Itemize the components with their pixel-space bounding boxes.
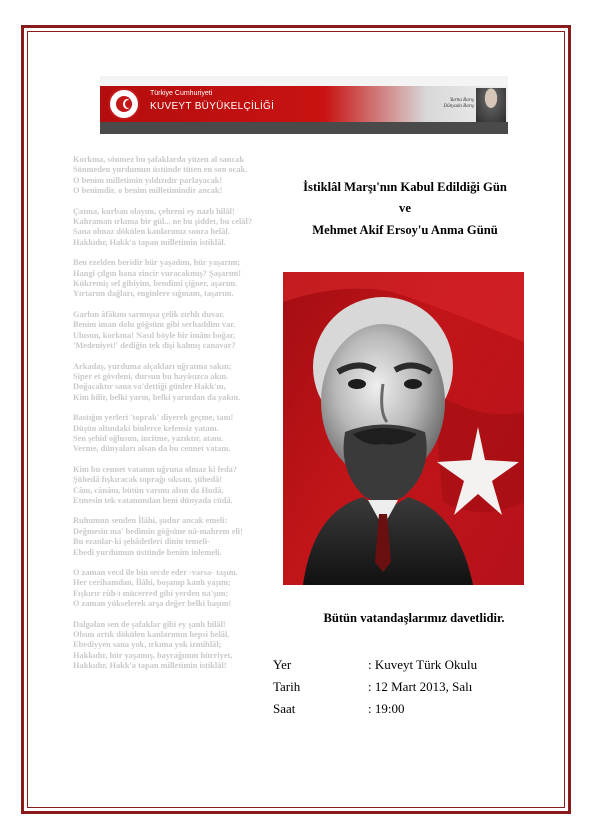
banner-motto	[428, 98, 474, 110]
event-title-line2: ve	[399, 201, 411, 215]
anthem-line: Bu ezanlar-ki şehâdetleri dinin temeli-	[73, 537, 210, 547]
anthem-line: Korkma, sönmez bu şafaklarda yüzen al sancak	[73, 155, 245, 164]
banner-motto-line1: Yurtta Barış	[449, 98, 474, 103]
anthem-line: Her cerîhamdan, İlâhi, boşanıp kanlı yaşım;	[73, 578, 231, 588]
anthem-stanza	[73, 516, 278, 558]
banner-motto-line2: Dünyada Barış	[443, 104, 474, 109]
anthem-line: O zaman yükselerek arşa değer belki başım!	[73, 599, 232, 609]
anthem-line: Kükremiş sel gibiyim, bendimi çiğner, aşarım.	[73, 279, 238, 289]
anthem-line: Kim bu cennet vatanın uğruna olmaz ki feda?	[73, 464, 238, 474]
anthem-line: Ebediyyen sana yok, ırkıma yok izmihlâl;	[73, 640, 222, 650]
crescent-cut	[125, 100, 132, 108]
anthem-line: Arkadaş, yurduma alçakları uğratma sakın;	[73, 361, 232, 371]
anthem-stanza	[73, 155, 278, 197]
anthem-line: Hakkıdır, Hakk'a tapan milletimin istiklâl.	[73, 237, 226, 247]
detail-value: : 19:00	[368, 701, 405, 716]
anthem-line: Verme, dünyaları alsan da bu cennet vatanı.	[73, 444, 231, 454]
anthem-line: Sönmeden yurdumun üstünde tüten en son ocak.	[73, 165, 248, 175]
anthem-stanza	[73, 568, 278, 610]
anthem-line: Hakkıdır, hür yaşamış, bayrağımın hürriyet,	[73, 650, 233, 660]
banner-portrait-image	[476, 88, 506, 122]
anthem-line: Değmesin ma' bedimin göğsüne nâ-mahrem eli!	[73, 526, 243, 536]
anthem-line: Ebedî yurdumun üstünde benim inlemeli.	[73, 547, 222, 557]
banner-embassy-name: KUVEYT BÜYÜKELÇİLİĞİ	[150, 101, 275, 112]
anthem-line: Etmesin tek vatanımdan beni dünyada cüdâ.	[73, 495, 233, 505]
embassy-banner	[100, 76, 508, 134]
anthem-line: Çatma, kurban olayım, çehreni ey nazlı hilâl!	[73, 206, 235, 216]
detail-value: : 12 Mart 2013, Salı	[368, 679, 473, 694]
anthem-line: Sen şehid oğlusun, incitme, yazıktır, atanı.	[73, 433, 224, 443]
anthem-line: Düşün altındaki binlerce kefensiz yatanı.	[73, 423, 219, 433]
anthem-line: 'Medeniyet!' dediğin tek dişi kalmış canavar?	[73, 341, 236, 351]
anthem-stanza	[73, 258, 278, 300]
banner-country: Türkiye Cumhuriyeti	[150, 90, 213, 97]
anthem-line: Dalgalan sen de şafaklar gibi ey şanlı hilâl!	[73, 619, 226, 629]
anthem-line: Yırtarım dağları, enginlere sığmam, taşarım.	[73, 289, 234, 299]
anthem-stanza	[73, 310, 278, 352]
anthem-line: Garbın âfâkını sarmışsa çelik zırhlı duvar.	[73, 309, 225, 319]
embassy-seal-icon	[108, 88, 140, 120]
detail-value: : Kuveyt Türk Okulu	[368, 657, 478, 672]
anthem-stanza	[73, 465, 278, 507]
anthem-stanza	[73, 207, 278, 249]
anthem-line: Fışkırır rûh-ı mücerred gibi yerden na'şım;	[73, 588, 229, 598]
anthem-text	[73, 155, 278, 682]
anthem-stanza	[73, 362, 278, 404]
anthem-line: Doğacaktır sana va'dettiği günler Hakk'ın,	[73, 382, 226, 392]
anthem-stanza	[73, 620, 278, 672]
anthem-line: O benimdir, o benim milletimindir ancak!	[73, 186, 223, 196]
anthem-line: Cânı, cânânı, bütün varımı alsın da Hudâ,	[73, 485, 224, 495]
anthem-line: O benim milletimin yıldızıdır parlayacak!	[73, 175, 223, 185]
anthem-line: Ben ezelden beridir hür yaşadım, hür yaşarım;	[73, 258, 241, 268]
event-title-line1: İstiklâl Marşı'nın Kabul Edildiği Gün	[303, 180, 507, 194]
portrait-illustration	[283, 272, 524, 585]
banner-top-strip	[100, 76, 508, 86]
anthem-line: Şühedâ fışkıracak toprağı sıksan, şühedâ!	[73, 475, 223, 485]
event-title-line3: Mehmet Akif Ersoy'u Anma Günü	[312, 223, 498, 237]
anthem-line: Bastığın yerleri 'toprak' diyerek geçme, tanı!	[73, 413, 234, 423]
anthem-line: O zaman vecd ile bin secde eder -varsa- taşım.	[73, 568, 238, 577]
anthem-line: Sana olmaz dökülen kanlarımız sonra helâl.	[73, 227, 230, 237]
mehmet-akif-ersoy-portrait	[283, 272, 524, 585]
anthem-line: Kahraman ırkıma bir gül... ne bu şiddet, bu celâl?	[73, 217, 253, 227]
event-title	[282, 177, 528, 240]
anthem-line: Ruhumun senden İlâhi, şudur ancak emeli:	[73, 516, 228, 526]
invitation-text: Bütün vatandaşlarımız davetlidir.	[323, 611, 505, 625]
anthem-line: Ulusun, korkma! Nasıl böyle bir imânı boğar,	[73, 330, 235, 340]
detail-label: Saat	[273, 701, 296, 716]
detail-label: Yer	[273, 657, 292, 672]
anthem-line: Hakkıdır, Hakk'a tapan milletimin istiklâl!	[73, 661, 227, 671]
anthem-line: Benim iman dolu göğsüm gibi serhaddim var.	[73, 320, 236, 330]
banner-bottom-strip	[100, 122, 508, 134]
anthem-line: Hangi çılgın bana zincir vuracakmış? Şaşarım!	[73, 268, 242, 278]
anthem-stanza	[73, 413, 278, 455]
anthem-line: Olsun artık dökülen kanlarımın hepsi helâl.	[73, 630, 230, 640]
anthem-line: Kim bilir, belki yarın, belki yarından da yakın.	[73, 392, 241, 402]
anthem-line: Siper et gövdeni, dursun bu hayâsızca akın.	[73, 371, 229, 381]
detail-label: Tarih	[273, 679, 301, 694]
